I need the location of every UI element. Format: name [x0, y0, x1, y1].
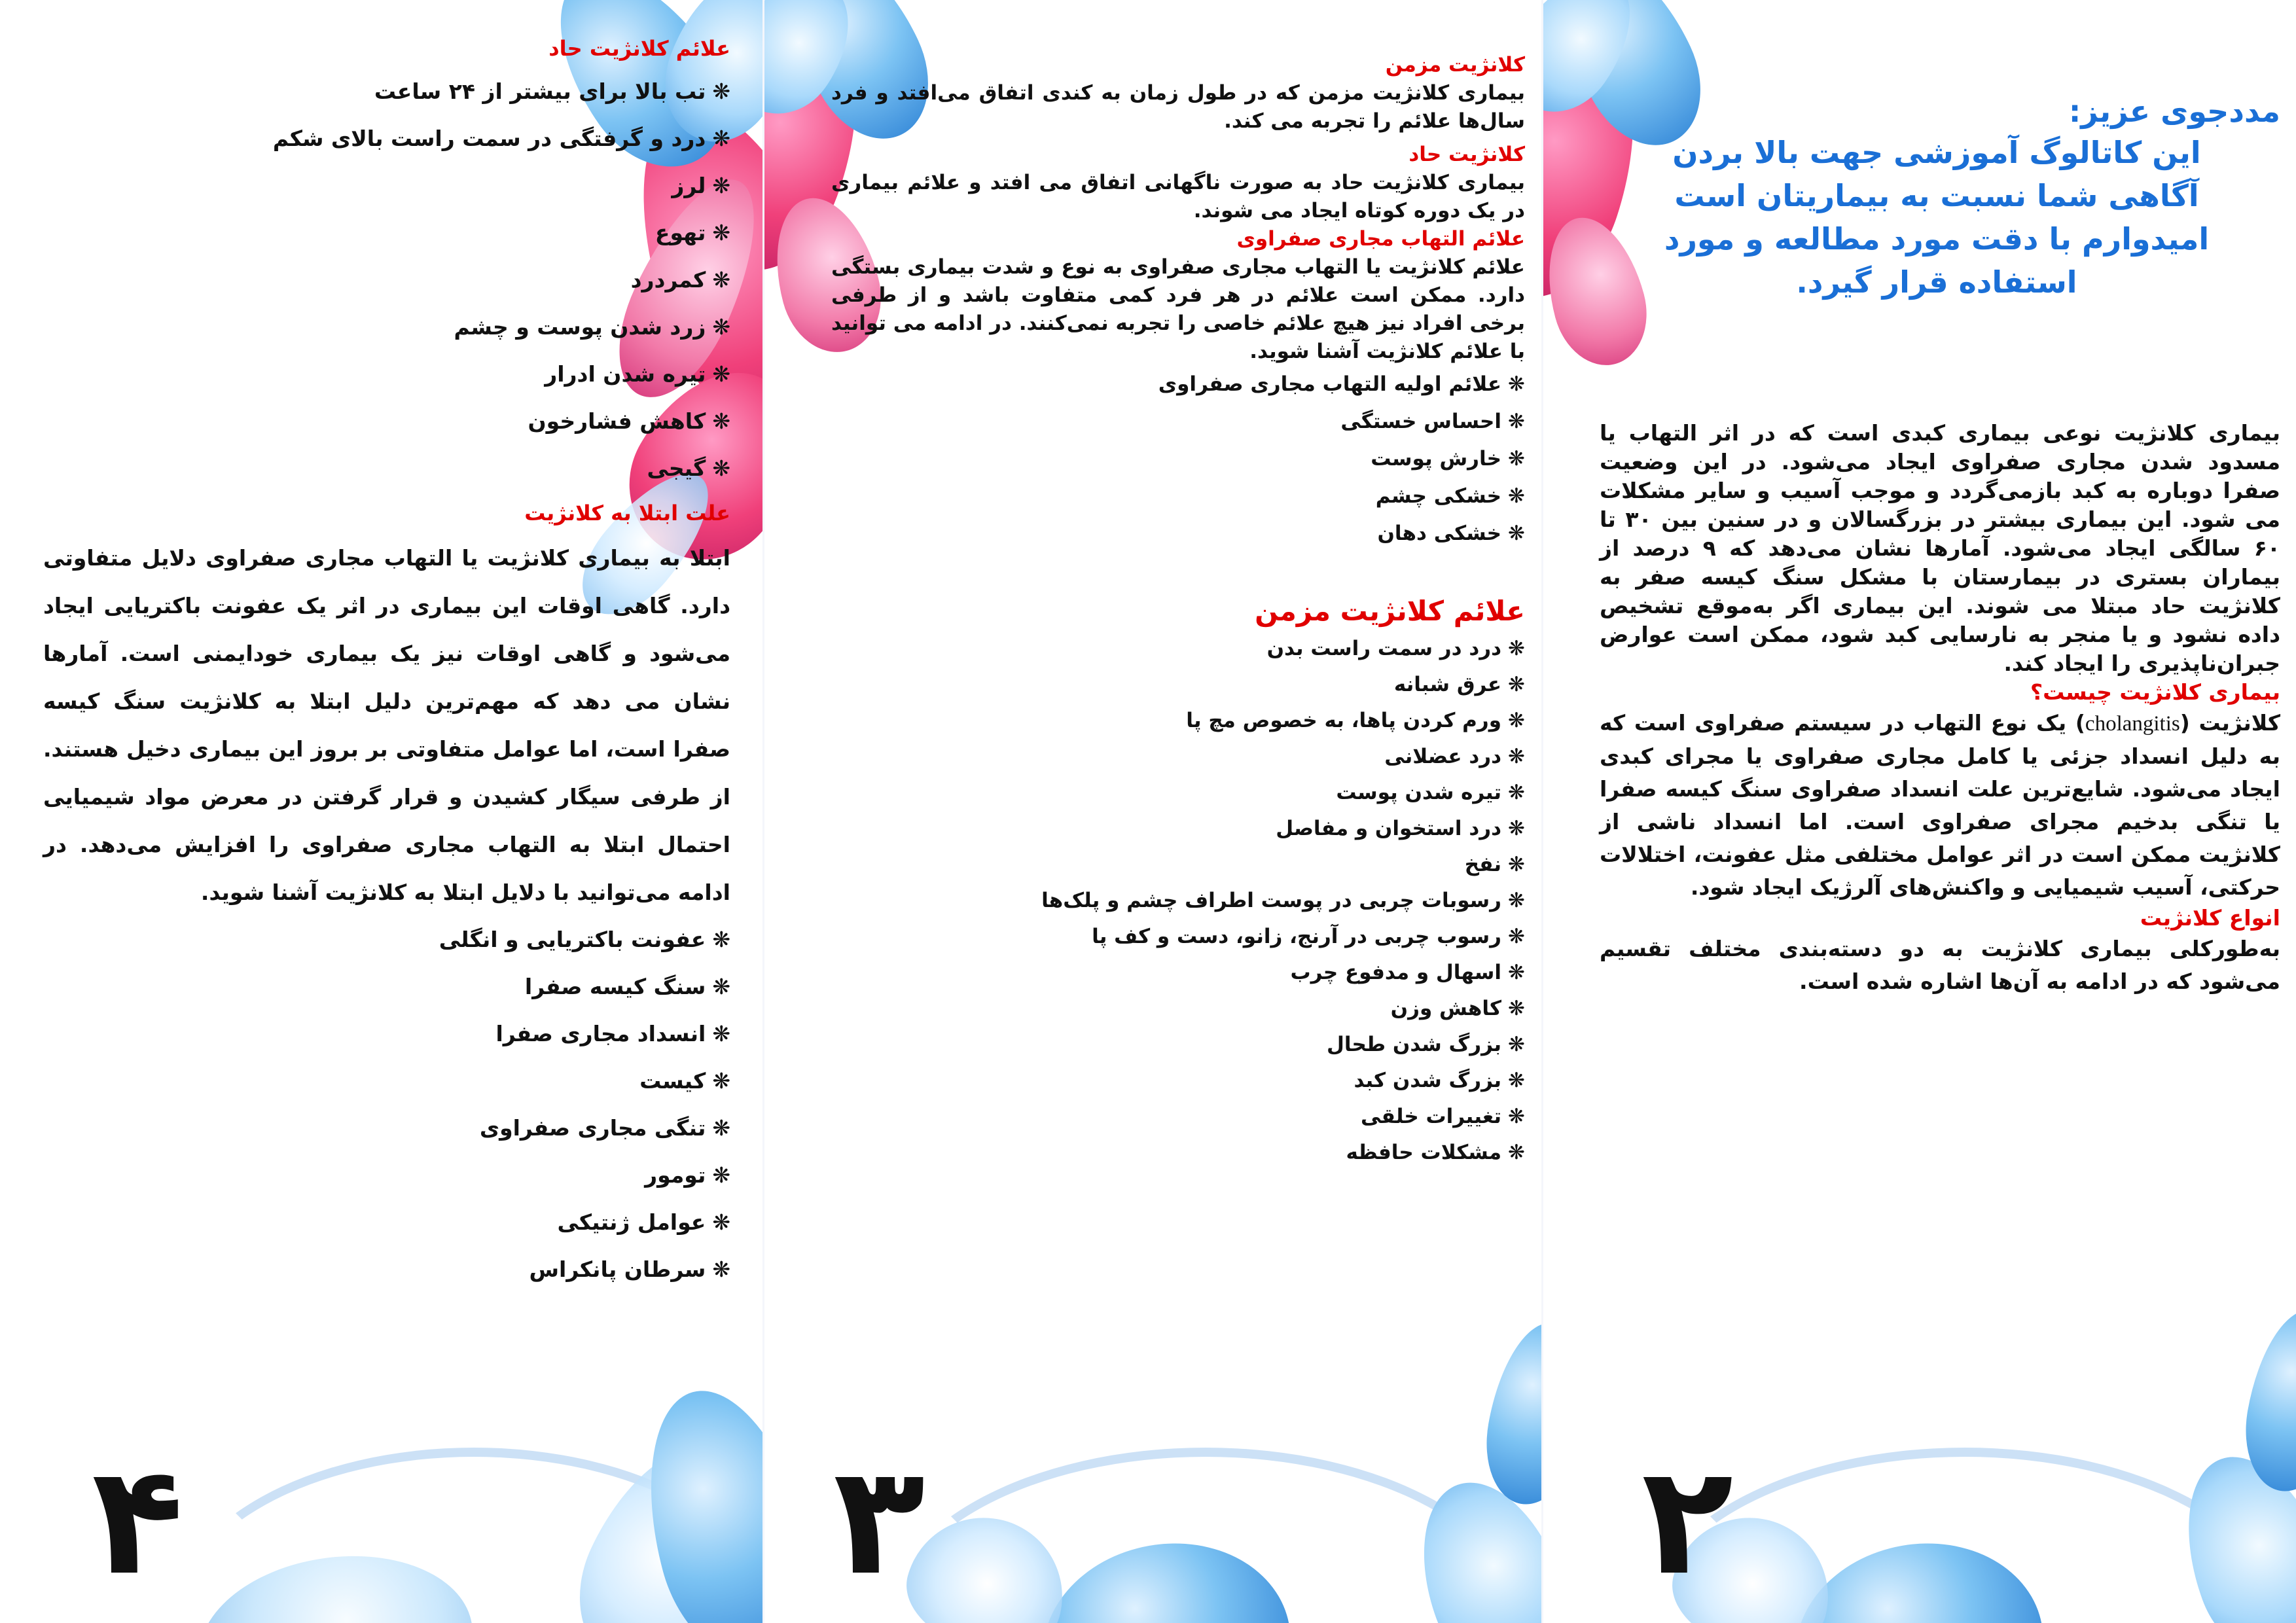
page-number: ۲ [1641, 1434, 1734, 1609]
acute-symptoms-heading: علائم کلانژیت حاد [548, 36, 730, 61]
list-item: ❋ کاهش وزن [831, 991, 1525, 1027]
list-item: ❋ علائم اولیه التهاب مجاری صفراوی [831, 366, 1525, 403]
list-item: ❋ تومور [37, 1152, 730, 1199]
intro-paragraph: بیماری کلانژیت نوعی بیماری کبدی است که در اثر التهاب یا مسدود شدن مجاری صفراوی ایجاد می‌شود. در این وضعیت صفرا دوباره به کبد بازمی‌گردد و موجب آسیب و سایر مشکلات می شود. این بیماری بیشتر در بزرگسالان و در سنین بین ۳۰ تا ۶۰ سالگی ایجاد می‌شود. آمارها نشان می‌دهد که ۹ درصد از بیماران بستری در بیمارستان با مشکل سنگ کیسه صفر به کلانژیت حاد مبتلا می شوند. این بیماری اگر به‌موقع تشخیص داده نشود و یا منجر به نارسایی کبد شود، ممکن است عوارض جبران‌ناپذیری را ایجاد کند. [1600, 420, 2280, 676]
causes-list [37, 916, 730, 1293]
list-item: ❋ بزرگ شدن کبد [831, 1063, 1525, 1099]
list-item: ❋ سنگ کیسه صفرا [37, 963, 730, 1010]
list-item: ❋ درد و گرفتگی در سمت راست بالای شکم [37, 115, 730, 162]
acute-symptoms-section [37, 29, 730, 1293]
list-item: ❋ رسوب چربی در آرنج، زانو، دست و کف پا [831, 919, 1525, 955]
bullet-star-icon: ❋ [1508, 1069, 1525, 1092]
bullet-star-icon: ❋ [1508, 372, 1525, 396]
chronic-symptoms-list [831, 631, 1525, 1171]
list-item: ❋ مشکلات حافظه [831, 1135, 1525, 1171]
list-item: ❋ رسوبات چربی در پوست اطراف چشم و پلک‌ها [831, 883, 1525, 919]
bullet-star-icon: ❋ [712, 1162, 730, 1188]
bullet-star-icon: ❋ [712, 267, 730, 293]
bullet-star-icon: ❋ [1508, 1033, 1525, 1056]
bullet-star-icon: ❋ [712, 79, 730, 104]
bullet-star-icon: ❋ [1508, 484, 1525, 508]
list-item: ❋ زرد شدن پوست و چشم [37, 304, 730, 351]
bullet-star-icon: ❋ [712, 361, 730, 387]
bullet-star-icon: ❋ [712, 173, 730, 198]
list-item: ❋ درد عضلانی [831, 739, 1525, 775]
list-item: ❋ درد استخوان و مفاصل [831, 811, 1525, 847]
list-item: ❋ خشکی چشم [831, 478, 1525, 515]
early-symptoms-list [831, 366, 1525, 552]
list-item: ❋ احساس خستگی [831, 403, 1525, 440]
list-item: ❋ تغییرات خلقی [831, 1099, 1525, 1135]
page-number: ۴ [92, 1434, 184, 1609]
list-item: ❋ عفونت باکتریایی و انگلی [37, 916, 730, 963]
bullet-star-icon: ❋ [712, 927, 730, 952]
bullet-star-icon: ❋ [1508, 997, 1525, 1020]
bullet-star-icon: ❋ [712, 974, 730, 999]
list-item: ❋ تب بالا برای بیشتر از ۲۴ ساعت [37, 68, 730, 115]
list-item: ❋ سرطان پانکراس [37, 1246, 730, 1293]
greeting-title: مددجوی عزیز: [2068, 94, 2280, 129]
acute-symptoms-list [37, 68, 730, 492]
list-item: ❋ نفخ [831, 847, 1525, 883]
list-item: ❋ لرز [37, 162, 730, 209]
chronic-paragraph: بیماری کلانژیت مزمن که در طول زمان به کندی اتفاق می‌افتد و فرد سال‌ها علائم را تجربه می کند. [831, 81, 1525, 133]
bullet-star-icon: ❋ [1508, 447, 1525, 471]
list-item: ❋ کمردرد [37, 257, 730, 304]
list-item: ❋ خارش پوست [831, 440, 1525, 478]
panel-page-2 [1543, 0, 2296, 1623]
bullet-star-icon: ❋ [712, 1209, 730, 1235]
intro-text: این کاتالوگ آموزشی جهت بالا بردن آگاهی شما نسبت به بیماریتان است امیدوارم با دقت مورد مطالعه و مورد استفاده قرار گیرد. [1664, 135, 2210, 300]
list-item: ❋ ورم کردن پاها، به خصوص مچ پا [831, 703, 1525, 739]
bullet-star-icon: ❋ [1508, 709, 1525, 732]
acute-paragraph: بیماری کلانژیت حاد به صورت ناگهانی اتفاق می افتد و علائم بیماری در یک دوره کوتاه ایجاد می شوند. [831, 171, 1525, 223]
bullet-star-icon: ❋ [1508, 1141, 1525, 1164]
bullet-star-icon: ❋ [712, 455, 730, 481]
list-item: ❋ اسهال و مدفوع چرب [831, 955, 1525, 991]
page-number: ۳ [833, 1434, 925, 1609]
types-paragraph: به‌طورکلی بیماری کلانژیت به دو دسته‌بندی مختلف تقسیم می‌شود که در ادامه به آن‌ها اشاره شده است. [1600, 936, 2280, 994]
acute-heading: کلانژیت حاد [1408, 143, 1525, 166]
bullet-star-icon: ❋ [1508, 961, 1525, 984]
bullet-star-icon: ❋ [1508, 853, 1525, 876]
list-item: ❋ تیره شدن ادرار [37, 351, 730, 398]
chronic-symptoms-heading: علائم کلانژیت مزمن [1255, 595, 1525, 627]
bullet-star-icon: ❋ [712, 220, 730, 245]
list-item: ❋ انسداد مجاری صفرا [37, 1010, 730, 1058]
bullet-star-icon: ❋ [1508, 673, 1525, 696]
bullet-star-icon: ❋ [712, 1115, 730, 1141]
intro-section [1613, 92, 2280, 304]
list-item: ❋ تیره شدن پوست [831, 775, 1525, 811]
bullet-star-icon: ❋ [1508, 745, 1525, 768]
bullet-star-icon: ❋ [712, 126, 730, 151]
panel-page-4 [0, 0, 764, 1623]
cause-heading: علت ابتلا به کلانژیت [524, 501, 730, 526]
bullet-star-icon: ❋ [712, 1257, 730, 1282]
bullet-star-icon: ❋ [1508, 410, 1525, 433]
bullet-star-icon: ❋ [1508, 522, 1525, 545]
list-item: ❋ بزرگ شدن طحال [831, 1027, 1525, 1063]
types-heading: انواع کلانژیت [2140, 905, 2280, 931]
bullet-star-icon: ❋ [1508, 1105, 1525, 1128]
bullet-star-icon: ❋ [712, 1021, 730, 1046]
list-item: ❋ کیست [37, 1058, 730, 1105]
bullet-star-icon: ❋ [1508, 817, 1525, 840]
bullet-star-icon: ❋ [1508, 781, 1525, 804]
bullet-star-icon: ❋ [712, 1068, 730, 1094]
symptoms-heading: علائم التهاب مجاری صفراوی [1236, 227, 1525, 251]
bullet-star-icon: ❋ [712, 314, 730, 340]
list-item: ❋ عرق شبانه [831, 667, 1525, 703]
what-is-heading: بیماری کلانژیت چیست؟ [2030, 679, 2280, 705]
latin-term: cholangitis [2085, 712, 2180, 736]
bullet-star-icon: ❋ [1508, 637, 1525, 660]
symptoms-paragraph: علائم کلانژیت یا التهاب مجاری صفراوی به نوع و شدت بیماری بستگی دارد. ممکن است علائم در هر فرد کمی متفاوت باشد و از طرفی برخی افراد نیز هیچ علائم خاصی را تجربه نمی‌کنند. در ادامه می توانید با علائم کلانژیت آشنا شوید. [831, 255, 1525, 363]
what-is-paragraph: کلانژیت (cholangitis) یک نوع التهاب در سیستم صفراوی است که به دلیل انسداد جزئی یا کامل مجاری صفراوی یا مجرای کبدی ایجاد می‌شود. شایع‌ترین علت انسداد صفراوی سنگ کیسه صفرا یا تنگی بدخیم مجرای صفراوی است. اما انسداد ناشی از کلانژیت ممکن است در اثر عوامل مختلفی مثل عفونت، اختلالات حرکتی، آسیب شیمیایی و واکنش‌های آلرژیک ایجاد شود. [1600, 710, 2281, 900]
list-item: ❋ تهوع [37, 209, 730, 257]
list-item: ❋ تنگی مجاری صفراوی [37, 1105, 730, 1152]
panel-3-content [831, 51, 1525, 1171]
panel-page-3 [764, 0, 1543, 1623]
bullet-star-icon: ❋ [712, 408, 730, 434]
list-item: ❋ گیجی [37, 445, 730, 492]
list-item: ❋ خشکی دهان [831, 515, 1525, 552]
chronic-heading: کلانژیت مزمن [1385, 53, 1525, 77]
cause-paragraph: ابتلا به بیماری کلانژیت یا التهاب مجاری صفراوی دلایل متفاوتی دارد. گاهی اوقات این بیماری در اثر یک عفونت باکتریایی ایجاد می‌شود و گاهی اوقات نیز یک بیماری خودایمنی است. آمارها نشان می دهد که مهم‌ترین دلیل ابتلا به کلانژیت سنگ کیسه صفرا است، اما عوامل متفاوتی بر بروز این بیماری دخیل هستند. از طرفی سیگار کشیدن و قرار گرفتن در معرض مواد شیمیایی احتمال ابتلا به التهاب مجاری صفراوی را افزایش می‌دهد. در ادامه می‌توانید با دلایل ابتلا به کلانژیت آشنا شوید. [43, 545, 730, 905]
bullet-star-icon: ❋ [1508, 889, 1525, 912]
list-item: ❋ درد در سمت راست بدن [831, 631, 1525, 667]
panel-2-content [1600, 419, 2280, 998]
list-item: ❋ عوامل ژنتیکی [37, 1199, 730, 1246]
bullet-star-icon: ❋ [1508, 925, 1525, 948]
list-item: ❋ کاهش فشارخون [37, 398, 730, 445]
